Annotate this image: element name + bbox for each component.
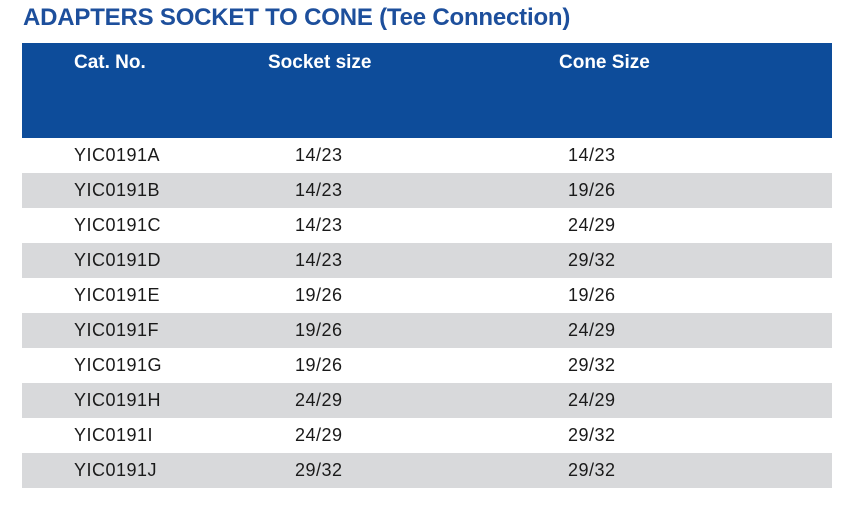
- adapters-table: [22, 43, 832, 488]
- cell-cone-size: 19/26: [568, 285, 616, 305]
- cell-cat-no: YIC0191J: [74, 460, 158, 480]
- page-title: [23, 4, 570, 32]
- table-header: [22, 43, 832, 138]
- title-sub: (Tee Connection): [379, 4, 571, 31]
- table-row: [22, 348, 832, 383]
- cell-cat-no: YIC0191D: [74, 250, 162, 270]
- header-cat-no: Cat. No.: [74, 52, 146, 73]
- cell-cat-no: YIC0191G: [74, 355, 163, 375]
- table-row: [22, 173, 832, 208]
- cell-cat-no: YIC0191I: [74, 425, 154, 445]
- cell-socket-size: 14/23: [295, 250, 343, 270]
- table-row: [22, 138, 832, 173]
- cell-cone-size: 29/32: [568, 355, 616, 375]
- cell-socket-size: 14/23: [295, 145, 343, 165]
- table-row: [22, 418, 832, 453]
- cell-cone-size: 19/26: [568, 180, 616, 200]
- cell-cat-no: YIC0191F: [74, 320, 160, 340]
- table-row: [22, 453, 832, 488]
- cell-cat-no: YIC0191B: [74, 180, 161, 200]
- cell-cat-no: YIC0191H: [74, 390, 162, 410]
- cell-cone-size: 24/29: [568, 320, 616, 340]
- table-row: [22, 208, 832, 243]
- cell-socket-size: 29/32: [295, 460, 343, 480]
- cell-socket-size: 14/23: [295, 215, 343, 235]
- cell-socket-size: 24/29: [295, 425, 343, 445]
- cell-cat-no: YIC0191A: [74, 145, 161, 165]
- title-main: ADAPTERS SOCKET TO CONE: [23, 4, 373, 31]
- cell-socket-size: 19/26: [295, 355, 343, 375]
- header-socket-size: Socket size: [268, 52, 372, 73]
- cell-cone-size: 24/29: [568, 215, 616, 235]
- cell-cone-size: 29/32: [568, 460, 616, 480]
- cell-cone-size: 24/29: [568, 390, 616, 410]
- table-row: [22, 243, 832, 278]
- cell-cone-size: 14/23: [568, 145, 616, 165]
- cell-cat-no: YIC0191E: [74, 285, 161, 305]
- cell-socket-size: 19/26: [295, 320, 343, 340]
- cell-socket-size: 24/29: [295, 390, 343, 410]
- cell-cone-size: 29/32: [568, 425, 616, 445]
- table-row: [22, 383, 832, 418]
- cell-socket-size: 19/26: [295, 285, 343, 305]
- cell-cone-size: 29/32: [568, 250, 616, 270]
- table-row: [22, 313, 832, 348]
- cell-cat-no: YIC0191C: [74, 215, 162, 235]
- header-cone-size: Cone Size: [559, 52, 650, 73]
- cell-socket-size: 14/23: [295, 180, 343, 200]
- table-row: [22, 278, 832, 313]
